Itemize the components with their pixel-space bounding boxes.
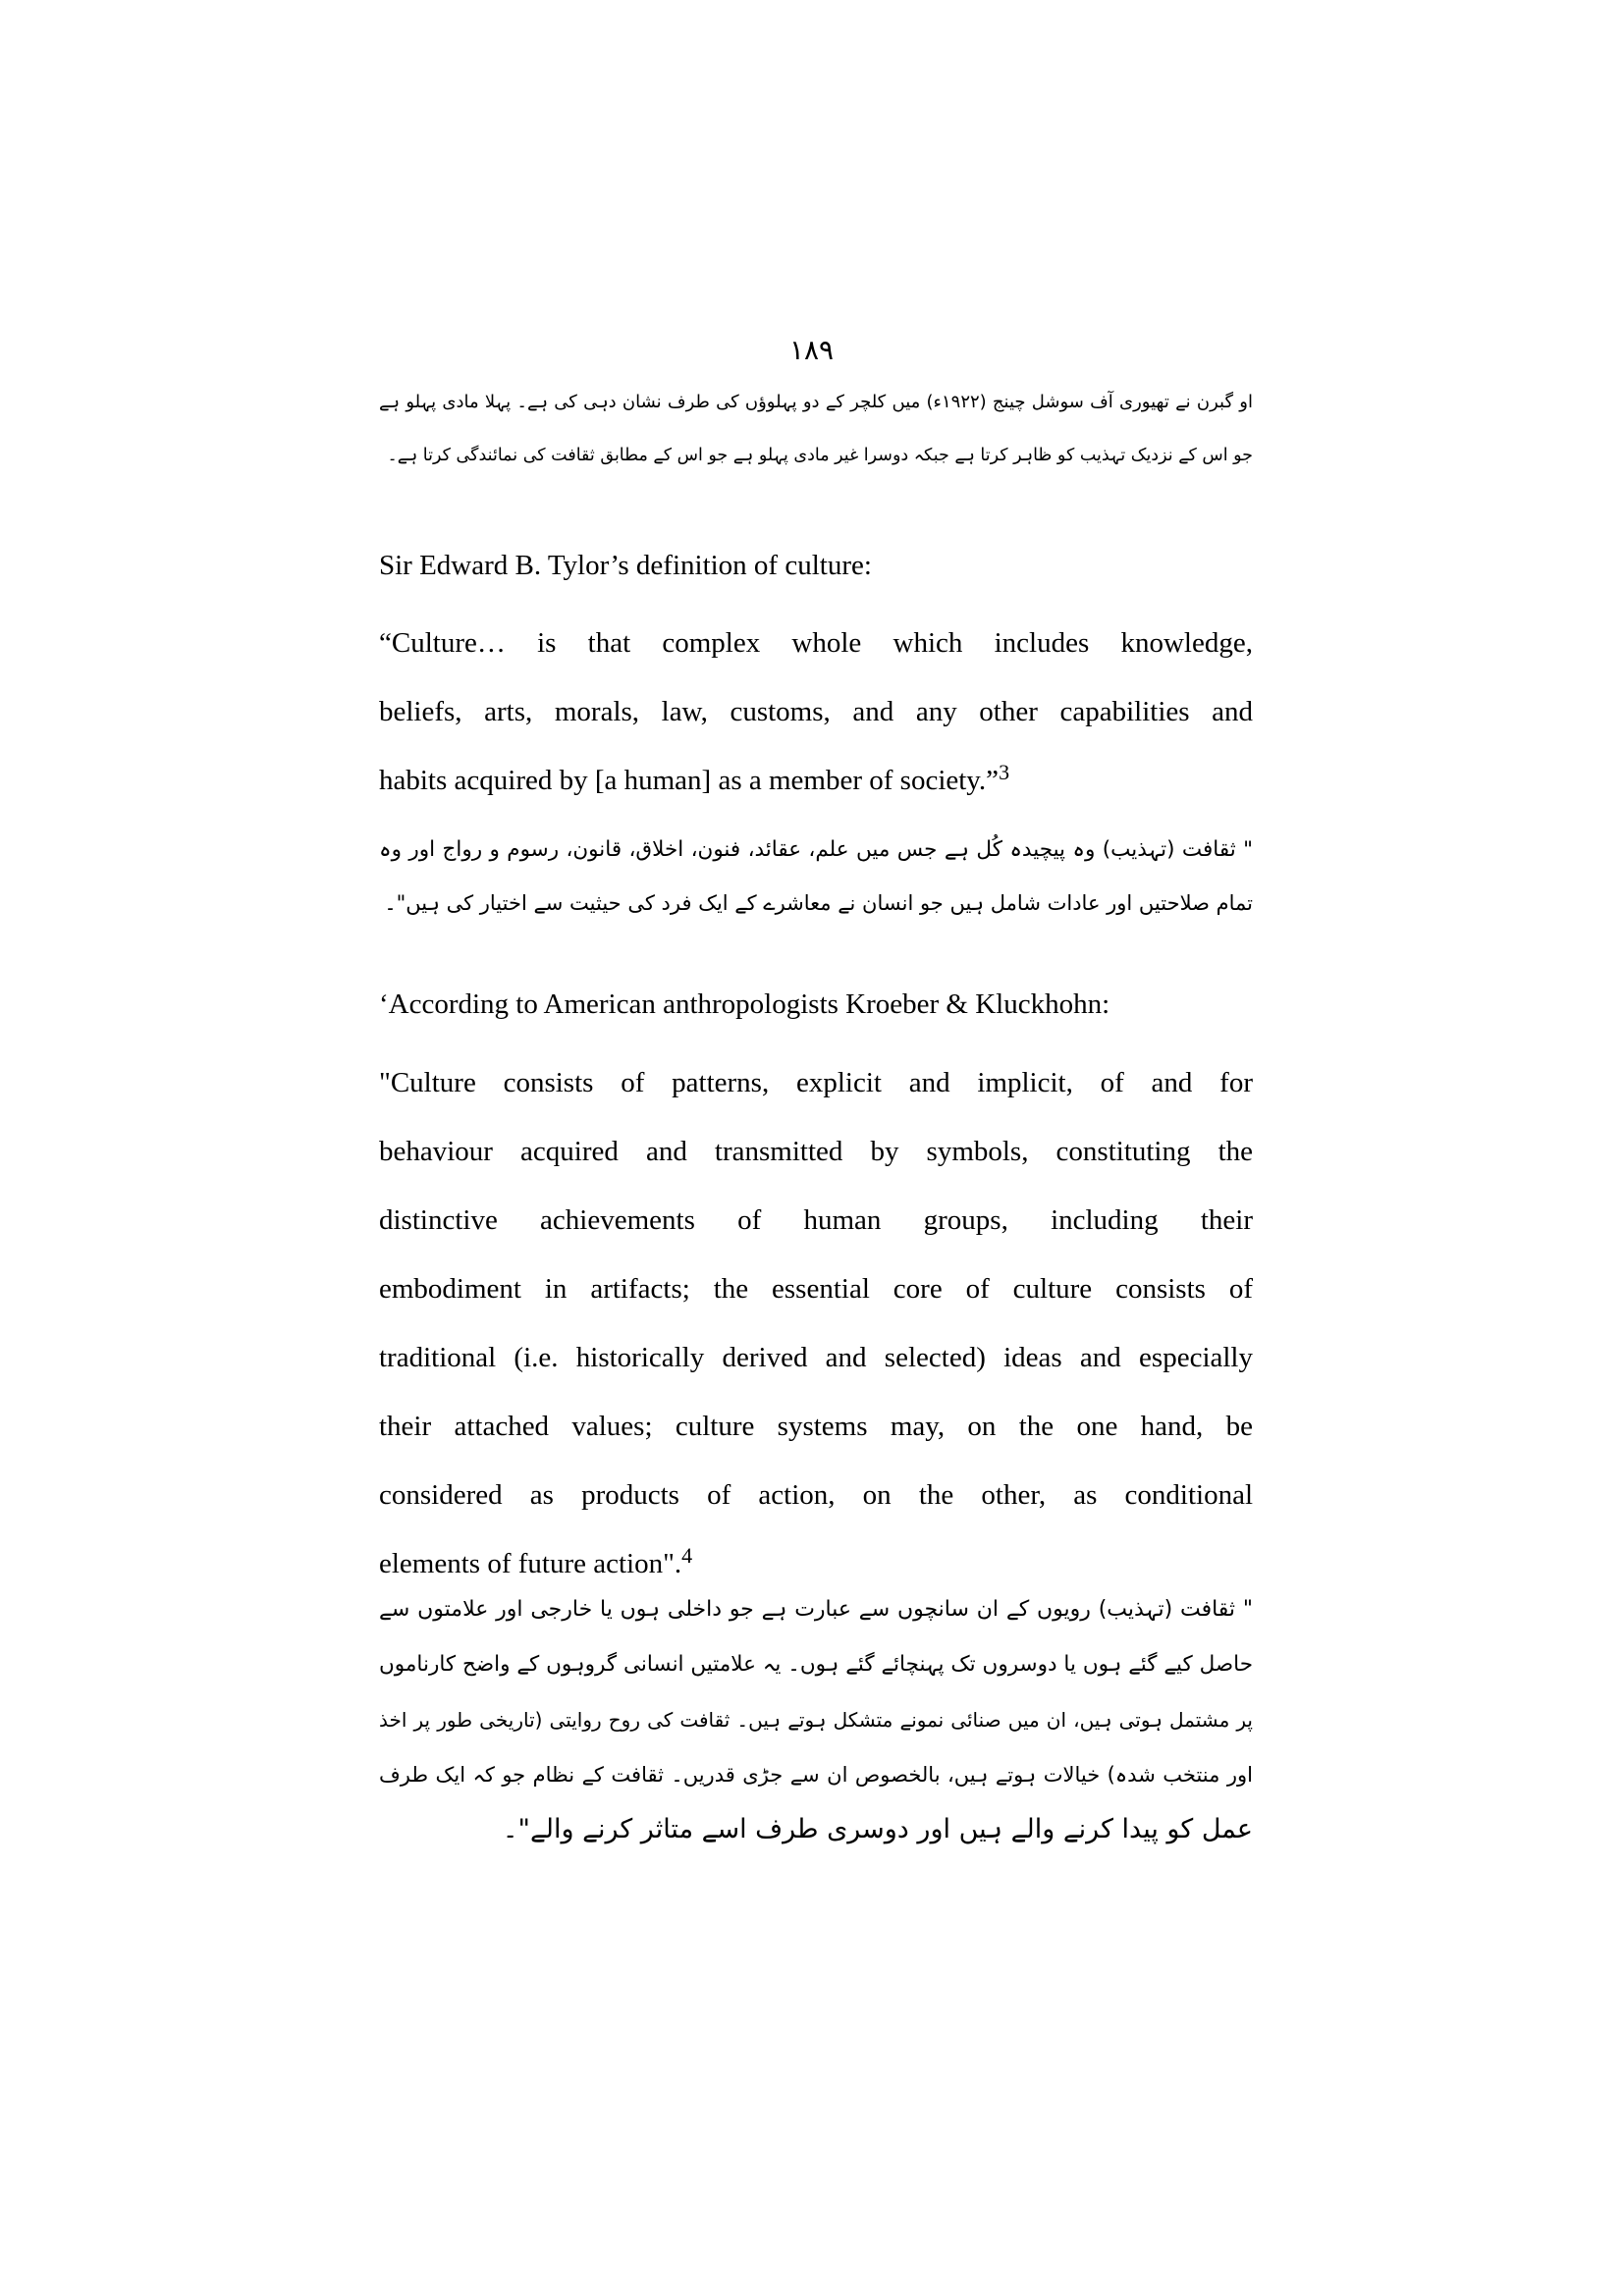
tylor-heading: Sir Edward B. Tylor’s definition of culture: [379,550,872,581]
kroeber-quote-line: considered as products of action, on the other, as conditional [379,1479,1253,1511]
urdu-intro-line: جو اس کے نزدیک تہذیب کو ظاہر کرتا ہے جبکہ دوسرا غیر مادی پہلو ہے جو اس کے مطابق ثقافت کی نمائندگی کرتا ہے۔ [387,446,1253,465]
kroeber-quote-line: embodiment in artifacts; the essential core of culture consists of [379,1273,1253,1305]
urdu-tylor-line: تمام صلاحتیں اور عادات شامل ہیں جو انسان نے معاشرے کے ایک فرد کی حیثیت سے اختیار کی ہیں"۔ [384,891,1253,915]
tylor-quote-line: “Culture… is that complex whole which includes knowledge, [379,627,1253,659]
tylor-quote-last-text: habits acquired by [a human] as a member of society.” [379,765,1000,796]
urdu-tylor-translation [379,823,1253,931]
kroeber-heading: ‘According to American anthropologists Kroeber & Kluckhohn: [379,988,1110,1020]
urdu-kroeber-translation [379,1582,1253,1857]
kroeber-quote-line: their attached values; culture systems may, on the one hand, be [379,1411,1253,1442]
kroeber-quote-line: "Culture consists of patterns, explicit and implicit, of and for [379,1067,1253,1098]
urdu-kroeber-line: عمل کو پیدا کرنے والے ہیں اور دوسری طرف اسے متاثر کرنے والے"۔ [502,1814,1253,1844]
urdu-kroeber-line: پر مشتمل ہوتی ہیں، ان میں صنائی نمونے متشکل ہوتے ہیں۔ ثقافت کی روح روایتی (تاریخی طور پر اخذ [379,1708,1253,1732]
kroeber-quote-last-text: elements of future action". [379,1548,682,1579]
urdu-kroeber-line: " ثقافت (تہذیب) رویوں کے ان سانچوں سے عبارت ہے جو داخلی ہوں یا خارجی اور علامتوں سے [379,1597,1253,1622]
kroeber-quote-line: traditional (i.e. historically derived and selected) ideas and especially [379,1342,1253,1373]
page-number: ۱۸۹ [788,334,835,366]
urdu-intro-line: او گبرن نے تھیوری آف سوشل چینج (۱۹۲۲ء) میں کلچر کے دو پہلوؤں کی طرف نشان دہی کی ہے۔ پہلا مادی پہلو ہے [379,392,1253,412]
tylor-quote-line: beliefs, arts, morals, law, customs, and any other capabilities and [379,696,1253,727]
urdu-kroeber-line: حاصل کیے گئے ہوں یا دوسروں تک پہنچائے گئے ہوں۔ یہ علامتیں انسانی گروہوں کے واضح کارناموں [379,1652,1253,1677]
urdu-kroeber-line: اور منتخب شدہ) خیالات ہوتے ہیں، بالخصوص ان سے جڑی قدریں۔ ثقافت کے نظام جو کہ ایک طرف [379,1763,1253,1787]
kroeber-quote-line: behaviour acquired and transmitted by symbols, constituting the [379,1136,1253,1167]
tylor-quote [379,609,1253,815]
urdu-tylor-line: " ثقافت (تہذیب) وہ پیچیدہ کُل ہے جس میں علم، عقائد، فنون، اخلاق، قانون، رسوم و رواج اور وہ [379,837,1253,862]
footnote-ref-4: 4 [681,1543,693,1568]
footnote-ref-3: 3 [999,760,1010,784]
kroeber-quote [379,1048,1253,1598]
urdu-intro-paragraph [379,375,1253,483]
kroeber-quote-line: distinctive achievements of human groups, including their [379,1204,1253,1236]
tylor-quote-line [379,746,1253,815]
